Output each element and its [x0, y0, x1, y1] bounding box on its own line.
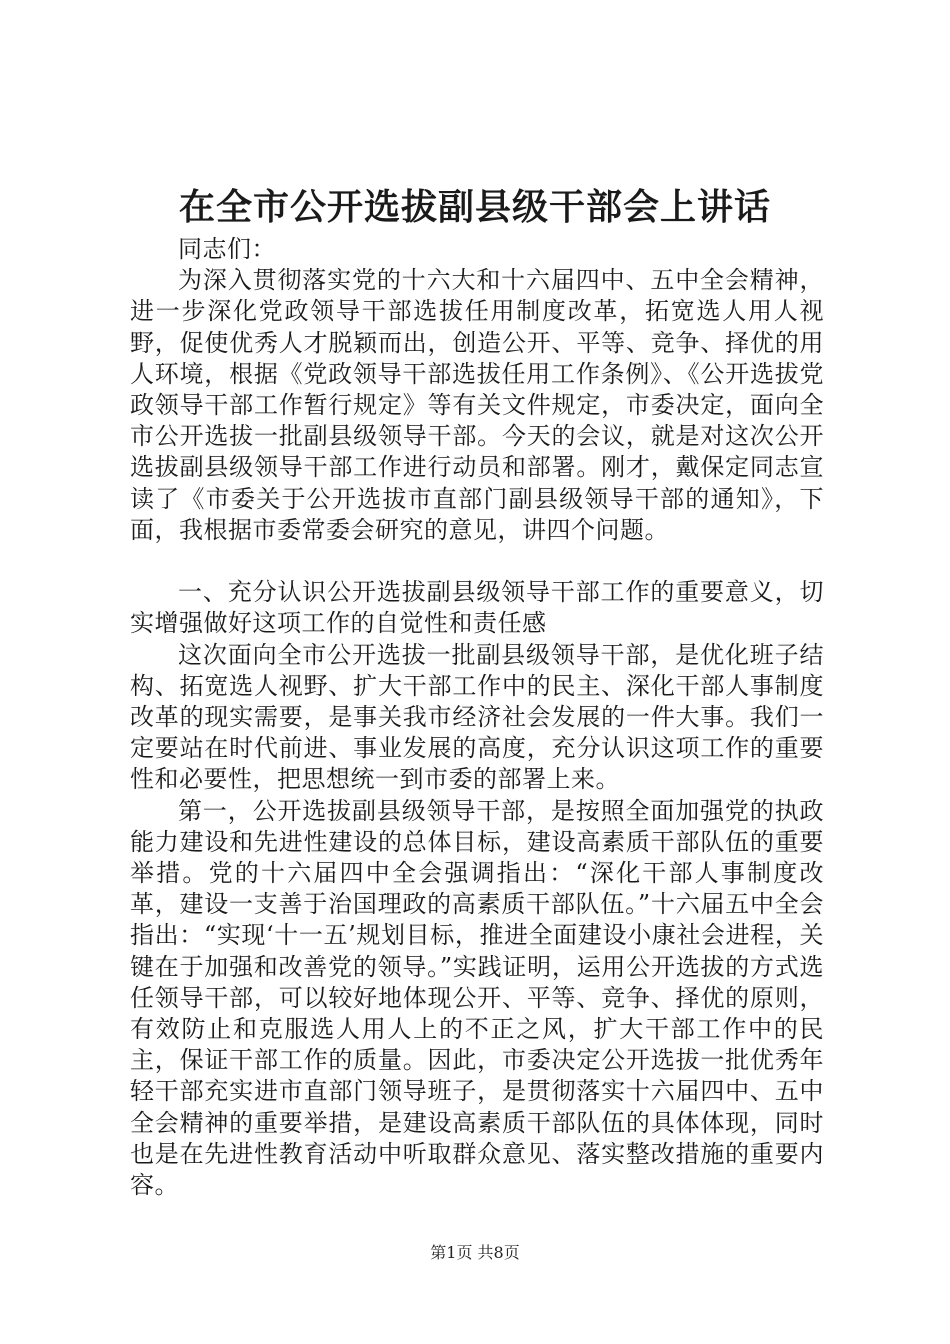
- section-1-paragraph-2: 第一，公开选拔副县级领导干部，是按照全面加强党的执政能力建设和先进性建设的总体目标，建设高素质干部队伍的重要举措。党的十六届四中全会强调指出：“深化干部人事制度改革，建设一支善于治国理政的高素质干部队伍。”十六届五中全会指出：“实现‘十一五’规划目标，推进全面建设小康社会进程，关键在于加强和改善党的领导。”实践证明，运用公开选拔的方式选任领导干部，可以较好地体现公开、平等、竞争、择优的原则，有效防止和克服选人用人上的不正之风，扩大干部工作中的民主，保证干部工作的质量。因此，市委决定公开选拔一批优秀年轻干部充实进市直部门领导班子，是贯彻落实十六届四中、五中全会精神的重要举措，是建设高素质干部队伍的具体体现，同时也是在先进性教育活动中听取群众意见、落实整改措施的重要内容。: [130, 796, 824, 1200]
- intro-paragraph: 为深入贯彻落实党的十六大和十六届四中、五中全会精神，进一步深化党政领导干部选拔任用制度改革，拓宽选人用人视野，促使优秀人才脱颖而出，创造公开、平等、竞争、择优的用人环境，根据《党政领导干部选拔任用工作条例》、《公开选拔党政领导干部工作暂行规定》等有关文件规定，市委决定，面向全市公开选拔一批副县级领导干部。今天的会议，就是对这次公开选拔副县级领导干部工作进行动员和部署。刚才，戴保定同志宣读了《市委关于公开选拔市直部门副县级领导干部的通知》，下面，我根据市委常委会研究的意见，讲四个问题。: [130, 266, 824, 544]
- page-number-footer: 第1页 共8页: [430, 1243, 520, 1262]
- salutation: 同志们：: [178, 235, 276, 263]
- section-1-paragraph-1: 这次面向全市公开选拔一批副县级领导干部，是优化班子结构、拓宽选人视野、扩大干部工作中的民主、深化干部人事制度改革的现实需要，是事关我市经济社会发展的一件大事。我们一定要站在时代前进、事业发展的高度，充分认识这项工作的重要性和必要性，把思想统一到市委的部署上来。: [130, 640, 824, 794]
- document-title: 在全市公开选拔副县级干部会上讲话: [178, 187, 771, 228]
- section-1-heading: 一、充分认识公开选拔副县级领导干部工作的重要意义，切实增强做好这项工作的自觉性和责任感: [130, 578, 824, 638]
- document-body: [130, 234, 824, 1201]
- paragraph-spacer: [130, 546, 824, 577]
